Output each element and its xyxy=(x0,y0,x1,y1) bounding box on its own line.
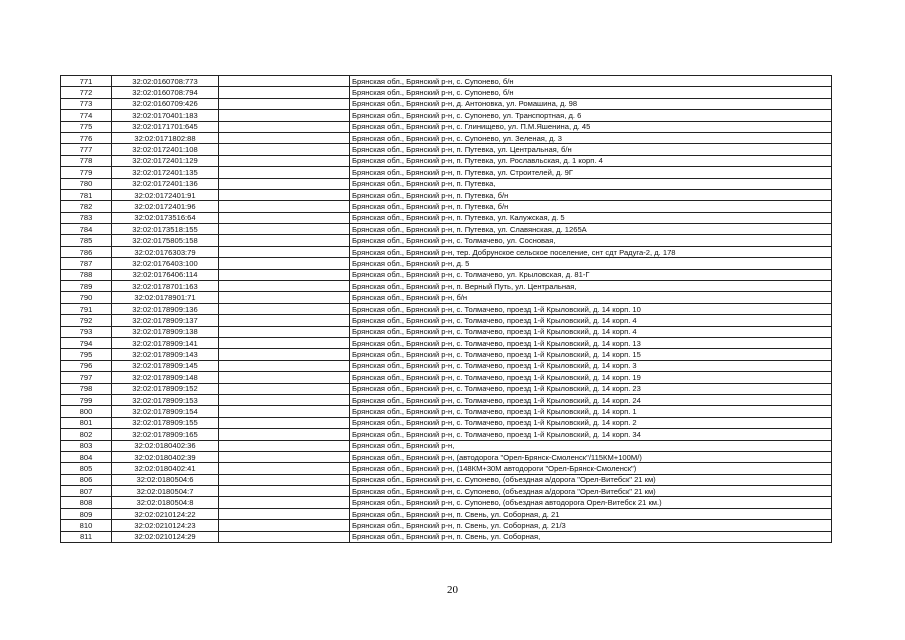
empty-cell xyxy=(219,235,350,246)
address-cell: Брянская обл., Брянский р-н, п. Путевка, ул. Рославльская, д. 1 корп. 4 xyxy=(350,155,832,166)
row-number-cell: 788 xyxy=(61,269,112,280)
row-number-cell: 804 xyxy=(61,451,112,462)
address-cell: Брянская обл., Брянский р-н, с. Толмачево, проезд 1-й Крыловский, д. 14 корп. 4 xyxy=(350,326,832,337)
table-row xyxy=(61,167,832,178)
empty-cell xyxy=(219,474,350,485)
table-body xyxy=(61,76,832,543)
table-row xyxy=(61,337,832,348)
cadastral-number-cell: 32:02:0178909:155 xyxy=(112,417,219,428)
address-cell: Брянская обл., Брянский р-н, с. Толмачево, проезд 1-й Крыловский, д. 14 корп. 23 xyxy=(350,383,832,394)
table-row xyxy=(61,76,832,87)
row-number-cell: 771 xyxy=(61,76,112,87)
cadastral-number-cell: 32:02:0160708:773 xyxy=(112,76,219,87)
row-number-cell: 774 xyxy=(61,110,112,121)
cadastral-number-cell: 32:02:0176406:114 xyxy=(112,269,219,280)
address-cell: Брянская обл., Брянский р-н, с. Супонево, б/н xyxy=(350,87,832,98)
empty-cell xyxy=(219,429,350,440)
row-number-cell: 777 xyxy=(61,144,112,155)
table-row xyxy=(61,520,832,531)
address-cell: Брянская обл., Брянский р-н, п. Путевка, ул. Славянская, д. 1265А xyxy=(350,224,832,235)
empty-cell xyxy=(219,292,350,303)
cadastral-number-cell: 32:02:0172401:91 xyxy=(112,189,219,200)
cadastral-number-cell: 32:02:0171701:645 xyxy=(112,121,219,132)
empty-cell xyxy=(219,98,350,109)
table-row xyxy=(61,349,832,360)
row-number-cell: 808 xyxy=(61,497,112,508)
empty-cell xyxy=(219,224,350,235)
table-row xyxy=(61,315,832,326)
row-number-cell: 796 xyxy=(61,360,112,371)
cadastral-number-cell: 32:02:0180504:6 xyxy=(112,474,219,485)
address-cell: Брянская обл., Брянский р-н, с. Толмачево, проезд 1-й Крыловский, д. 14 корп. 3 xyxy=(350,360,832,371)
row-number-cell: 776 xyxy=(61,132,112,143)
table-row xyxy=(61,531,832,542)
empty-cell xyxy=(219,76,350,87)
cadastral-number-cell: 32:02:0210124:23 xyxy=(112,520,219,531)
empty-cell xyxy=(219,417,350,428)
row-number-cell: 786 xyxy=(61,246,112,257)
empty-cell xyxy=(219,326,350,337)
row-number-cell: 794 xyxy=(61,337,112,348)
table-row xyxy=(61,383,832,394)
empty-cell xyxy=(219,110,350,121)
cadastral-number-cell: 32:02:0178909:165 xyxy=(112,429,219,440)
row-number-cell: 784 xyxy=(61,224,112,235)
empty-cell xyxy=(219,406,350,417)
cadastral-number-cell: 32:02:0180402:41 xyxy=(112,463,219,474)
row-number-cell: 802 xyxy=(61,429,112,440)
cadastral-number-cell: 32:02:0178701:163 xyxy=(112,281,219,292)
row-number-cell: 775 xyxy=(61,121,112,132)
empty-cell xyxy=(219,121,350,132)
property-table xyxy=(60,75,832,543)
table-row xyxy=(61,417,832,428)
empty-cell xyxy=(219,508,350,519)
address-cell: Брянская обл., Брянский р-н, с. Супонево, (объездная а/дорога "Орел-Витебск" 21 км) xyxy=(350,486,832,497)
address-cell: Брянская обл., Брянский р-н, б/н xyxy=(350,292,832,303)
empty-cell xyxy=(219,269,350,280)
table-row xyxy=(61,497,832,508)
table-row xyxy=(61,406,832,417)
cadastral-number-cell: 32:02:0173516:64 xyxy=(112,212,219,223)
cadastral-number-cell: 32:02:0178909:152 xyxy=(112,383,219,394)
table-row xyxy=(61,474,832,485)
empty-cell xyxy=(219,167,350,178)
address-cell: Брянская обл., Брянский р-н, с. Толмачево, проезд 1-й Крыловский, д. 14 корп. 34 xyxy=(350,429,832,440)
row-number-cell: 781 xyxy=(61,189,112,200)
cadastral-number-cell: 32:02:0178909:138 xyxy=(112,326,219,337)
row-number-cell: 798 xyxy=(61,383,112,394)
address-cell: Брянская обл., Брянский р-н, п. Свень, ул. Соборная, д. 21 xyxy=(350,508,832,519)
table-row xyxy=(61,360,832,371)
row-number-cell: 772 xyxy=(61,87,112,98)
empty-cell xyxy=(219,132,350,143)
table-row xyxy=(61,258,832,269)
empty-cell xyxy=(219,258,350,269)
address-cell: Брянская обл., Брянский р-н, с. Толмачево, проезд 1-й Крыловский, д. 14 корп. 2 xyxy=(350,417,832,428)
empty-cell xyxy=(219,360,350,371)
table-row xyxy=(61,486,832,497)
table-row xyxy=(61,98,832,109)
row-number-cell: 787 xyxy=(61,258,112,269)
address-cell: Брянская обл., Брянский р-н, (автодорога "Орел-Брянск-Смоленск"/115КМ+100М/) xyxy=(350,451,832,462)
empty-cell xyxy=(219,246,350,257)
cadastral-number-cell: 32:02:0210124:29 xyxy=(112,531,219,542)
table-row xyxy=(61,394,832,405)
row-number-cell: 810 xyxy=(61,520,112,531)
table-row xyxy=(61,144,832,155)
row-number-cell: 785 xyxy=(61,235,112,246)
address-cell: Брянская обл., Брянский р-н, с. Супонево, ул. Транспортная, д. 6 xyxy=(350,110,832,121)
empty-cell xyxy=(219,87,350,98)
cadastral-number-cell: 32:02:0180402:39 xyxy=(112,451,219,462)
address-cell: Брянская обл., Брянский р-н, п. Путевка, б/н xyxy=(350,201,832,212)
row-number-cell: 779 xyxy=(61,167,112,178)
cadastral-number-cell: 32:02:0178909:148 xyxy=(112,372,219,383)
table-row xyxy=(61,201,832,212)
cadastral-number-cell: 32:02:0176403:100 xyxy=(112,258,219,269)
table-row xyxy=(61,372,832,383)
cadastral-number-cell: 32:02:0176303:79 xyxy=(112,246,219,257)
cadastral-number-cell: 32:02:0178901:71 xyxy=(112,292,219,303)
cadastral-number-cell: 32:02:0172401:129 xyxy=(112,155,219,166)
empty-cell xyxy=(219,281,350,292)
table-row xyxy=(61,463,832,474)
address-cell: Брянская обл., Брянский р-н, п. Свень, ул. Соборная, xyxy=(350,531,832,542)
row-number-cell: 797 xyxy=(61,372,112,383)
address-cell: Брянская обл., Брянский р-н, с. Супонево, (объездная а/дорога "Орел-Витебск" 21 км) xyxy=(350,474,832,485)
row-number-cell: 778 xyxy=(61,155,112,166)
address-cell: Брянская обл., Брянский р-н, с. Супонево, ул. Зеленая, д. 3 xyxy=(350,132,832,143)
table-row xyxy=(61,178,832,189)
address-cell: Брянская обл., Брянский р-н, д. Антоновка, ул. Ромашина, д. 98 xyxy=(350,98,832,109)
cadastral-number-cell: 32:02:0178909:136 xyxy=(112,303,219,314)
row-number-cell: 807 xyxy=(61,486,112,497)
row-number-cell: 800 xyxy=(61,406,112,417)
address-cell: Брянская обл., Брянский р-н, п. Путевка, б/н xyxy=(350,189,832,200)
table-row xyxy=(61,292,832,303)
empty-cell xyxy=(219,349,350,360)
address-cell: Брянская обл., Брянский р-н, п. Свень, ул. Соборная, д. 21/3 xyxy=(350,520,832,531)
cadastral-number-cell: 32:02:0160709:426 xyxy=(112,98,219,109)
empty-cell xyxy=(219,201,350,212)
row-number-cell: 809 xyxy=(61,508,112,519)
address-cell: Брянская обл., Брянский р-н, (148КМ+30М автодороги "Орел-Брянск-Смоленск") xyxy=(350,463,832,474)
row-number-cell: 790 xyxy=(61,292,112,303)
table-row xyxy=(61,212,832,223)
address-cell: Брянская обл., Брянский р-н, с. Толмачево, проезд 1-й Крыловский, д. 14 корп. 15 xyxy=(350,349,832,360)
cadastral-number-cell: 32:02:0180504:7 xyxy=(112,486,219,497)
address-cell: Брянская обл., Брянский р-н, п. Путевка, ул. Строителей, д. 9Г xyxy=(350,167,832,178)
table-row xyxy=(61,87,832,98)
table-row xyxy=(61,451,832,462)
table-row xyxy=(61,246,832,257)
address-cell: Брянская обл., Брянский р-н, с. Толмачево, ул. Крыловская, д. 81-Г xyxy=(350,269,832,280)
address-cell: Брянская обл., Брянский р-н, п. Путевка, xyxy=(350,178,832,189)
cadastral-number-cell: 32:02:0178909:154 xyxy=(112,406,219,417)
row-number-cell: 811 xyxy=(61,531,112,542)
empty-cell xyxy=(219,383,350,394)
row-number-cell: 791 xyxy=(61,303,112,314)
cadastral-number-cell: 32:02:0172401:108 xyxy=(112,144,219,155)
row-number-cell: 792 xyxy=(61,315,112,326)
cadastral-number-cell: 32:02:0178909:145 xyxy=(112,360,219,371)
address-cell: Брянская обл., Брянский р-н, с. Толмачево, проезд 1-й Крыловский, д. 14 корп. 10 xyxy=(350,303,832,314)
cadastral-number-cell: 32:02:0170401:183 xyxy=(112,110,219,121)
empty-cell xyxy=(219,440,350,451)
address-cell: Брянская обл., Брянский р-н, с. Супонево, б/н xyxy=(350,76,832,87)
cadastral-number-cell: 32:02:0160708:794 xyxy=(112,87,219,98)
address-cell: Брянская обл., Брянский р-н, тер. Добрунское сельское поселение, снт сдт Радуга-2, д. 178 xyxy=(350,246,832,257)
address-cell: Брянская обл., Брянский р-н, с. Толмачево, проезд 1-й Крыловский, д. 14 корп. 19 xyxy=(350,372,832,383)
table-row xyxy=(61,224,832,235)
empty-cell xyxy=(219,337,350,348)
empty-cell xyxy=(219,463,350,474)
row-number-cell: 773 xyxy=(61,98,112,109)
cadastral-number-cell: 32:02:0210124:22 xyxy=(112,508,219,519)
empty-cell xyxy=(219,178,350,189)
cadastral-number-cell: 32:02:0172401:136 xyxy=(112,178,219,189)
row-number-cell: 799 xyxy=(61,394,112,405)
address-cell: Брянская обл., Брянский р-н, с. Супонево, (объездная автодорога Орел-Витебск 21 км.) xyxy=(350,497,832,508)
row-number-cell: 782 xyxy=(61,201,112,212)
cadastral-number-cell: 32:02:0180402:36 xyxy=(112,440,219,451)
empty-cell xyxy=(219,212,350,223)
empty-cell xyxy=(219,497,350,508)
table-row xyxy=(61,440,832,451)
address-cell: Брянская обл., Брянский р-н, с. Глинищево, ул. П.М.Яшенина, д. 45 xyxy=(350,121,832,132)
empty-cell xyxy=(219,144,350,155)
row-number-cell: 795 xyxy=(61,349,112,360)
table-row xyxy=(61,110,832,121)
table-row xyxy=(61,303,832,314)
table-row xyxy=(61,189,832,200)
address-cell: Брянская обл., Брянский р-н, xyxy=(350,440,832,451)
cadastral-number-cell: 32:02:0172401:135 xyxy=(112,167,219,178)
table-row xyxy=(61,508,832,519)
empty-cell xyxy=(219,315,350,326)
empty-cell xyxy=(219,531,350,542)
address-cell: Брянская обл., Брянский р-н, с. Толмачево, ул. Сосновая, xyxy=(350,235,832,246)
empty-cell xyxy=(219,394,350,405)
row-number-cell: 793 xyxy=(61,326,112,337)
cadastral-number-cell: 32:02:0178909:137 xyxy=(112,315,219,326)
table-row xyxy=(61,155,832,166)
page-number: 20 xyxy=(447,584,458,596)
table-row xyxy=(61,235,832,246)
empty-cell xyxy=(219,303,350,314)
table-row xyxy=(61,429,832,440)
empty-cell xyxy=(219,372,350,383)
cadastral-number-cell: 32:02:0171802:88 xyxy=(112,132,219,143)
cadastral-number-cell: 32:02:0172401:96 xyxy=(112,201,219,212)
address-cell: Брянская обл., Брянский р-н, с. Толмачево, проезд 1-й Крыловский, д. 14 корп. 13 xyxy=(350,337,832,348)
cadastral-number-cell: 32:02:0180504:8 xyxy=(112,497,219,508)
empty-cell xyxy=(219,486,350,497)
address-cell: Брянская обл., Брянский р-н, п. Путевка, ул. Центральная, б/н xyxy=(350,144,832,155)
address-cell: Брянская обл., Брянский р-н, п. Путевка, ул. Калужская, д. 5 xyxy=(350,212,832,223)
address-cell: Брянская обл., Брянский р-н, д. 5 xyxy=(350,258,832,269)
empty-cell xyxy=(219,155,350,166)
empty-cell xyxy=(219,520,350,531)
row-number-cell: 783 xyxy=(61,212,112,223)
address-cell: Брянская обл., Брянский р-н, с. Толмачево, проезд 1-й Крыловский, д. 14 корп. 24 xyxy=(350,394,832,405)
cadastral-number-cell: 32:02:0175805:158 xyxy=(112,235,219,246)
cadastral-number-cell: 32:02:0173518:155 xyxy=(112,224,219,235)
row-number-cell: 803 xyxy=(61,440,112,451)
empty-cell xyxy=(219,451,350,462)
address-cell: Брянская обл., Брянский р-н, п. Верный Путь, ул. Центральная, xyxy=(350,281,832,292)
row-number-cell: 805 xyxy=(61,463,112,474)
table-row xyxy=(61,132,832,143)
row-number-cell: 806 xyxy=(61,474,112,485)
cadastral-number-cell: 32:02:0178909:153 xyxy=(112,394,219,405)
table-row xyxy=(61,121,832,132)
address-cell: Брянская обл., Брянский р-н, с. Толмачево, проезд 1-й Крыловский, д. 14 корп. 1 xyxy=(350,406,832,417)
table-row xyxy=(61,269,832,280)
row-number-cell: 789 xyxy=(61,281,112,292)
row-number-cell: 801 xyxy=(61,417,112,428)
address-cell: Брянская обл., Брянский р-н, с. Толмачево, проезд 1-й Крыловский, д. 14 корп. 4 xyxy=(350,315,832,326)
table-row xyxy=(61,281,832,292)
row-number-cell: 780 xyxy=(61,178,112,189)
cadastral-number-cell: 32:02:0178909:143 xyxy=(112,349,219,360)
table-row xyxy=(61,326,832,337)
cadastral-number-cell: 32:02:0178909:141 xyxy=(112,337,219,348)
empty-cell xyxy=(219,189,350,200)
